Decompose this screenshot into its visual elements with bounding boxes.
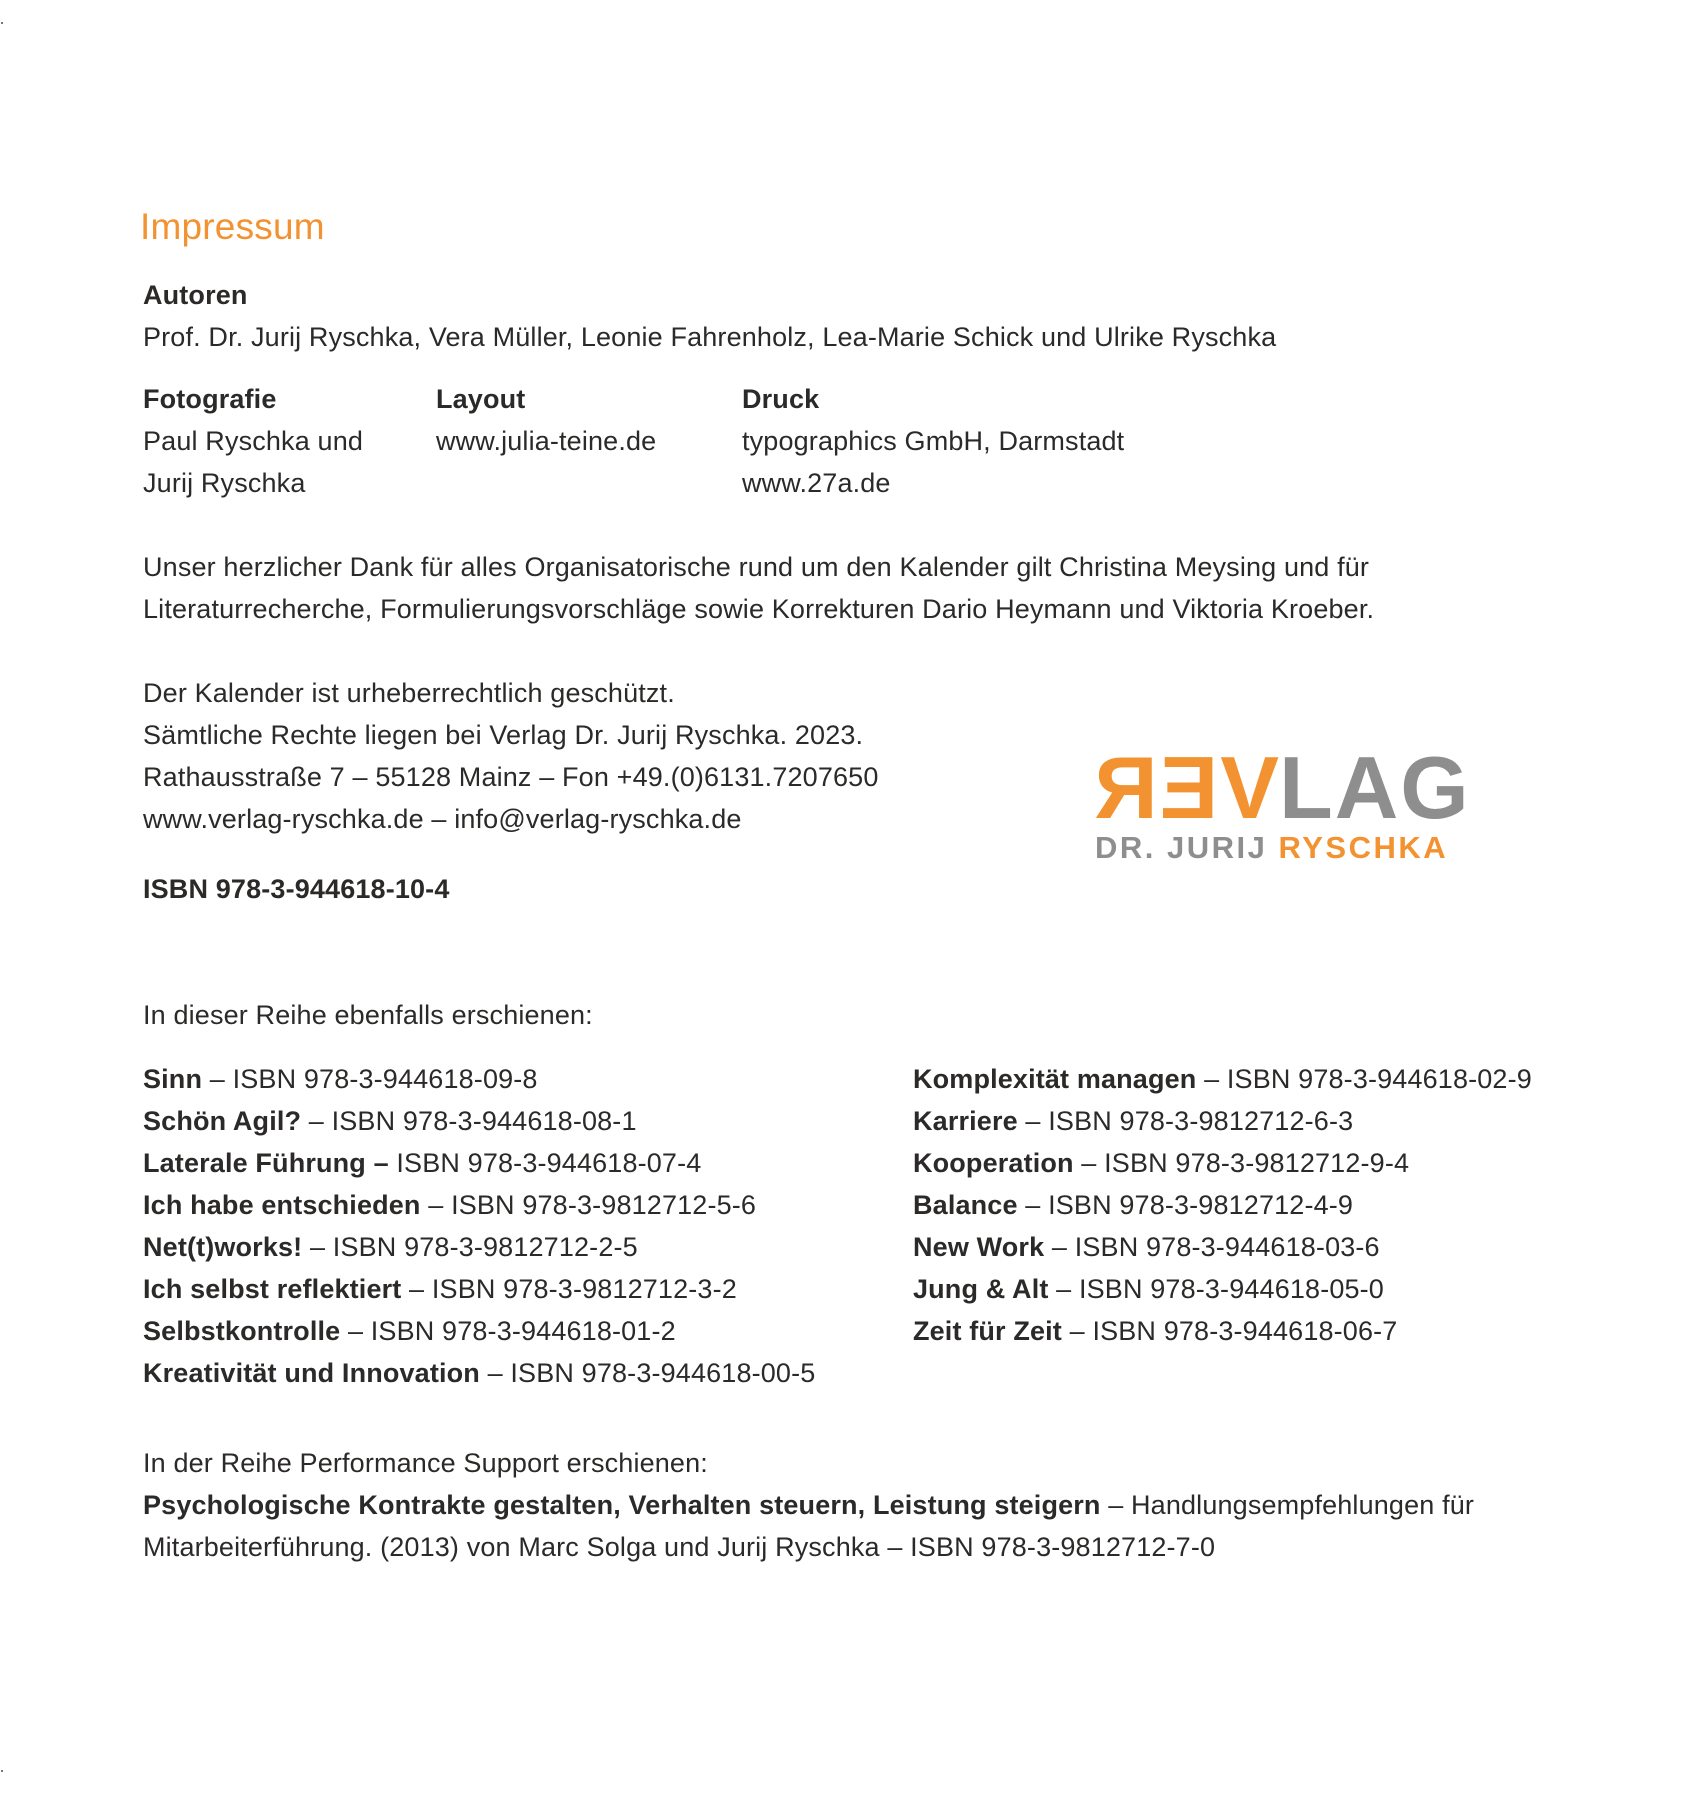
series-separator: – — [1017, 1106, 1049, 1136]
series-separator: – — [202, 1064, 233, 1094]
performance-line — [143, 1484, 1474, 1526]
credit-layout — [436, 378, 656, 462]
performance-line: Mitarbeiterführung. (2013) von Marc Solga und Jurij Ryschka – ISBN 978-3-9812712-7-0 — [143, 1532, 1216, 1562]
logo-wordmark — [1092, 738, 1471, 837]
isbn: ISBN 978-3-944618-10-4 — [143, 874, 450, 904]
series-title: Ich habe entschieden — [143, 1190, 421, 1220]
series-item — [143, 1058, 815, 1100]
series-isbn: ISBN 978-3-944618-01-2 — [370, 1316, 676, 1346]
authors-value: Prof. Dr. Jurij Ryschka, Vera Müller, Leonie Fahrenholz, Lea-Marie Schick und Ulrike Ryschka — [143, 322, 1277, 352]
series-item — [913, 1268, 1532, 1310]
authors-section — [143, 274, 1276, 358]
series-separator: – — [301, 1106, 332, 1136]
performance-title: Psychologische Kontrakte gestalten, Verhalten steuern, Leistung steigern — [143, 1490, 1101, 1520]
credit-link[interactable]: www.julia-teine.de — [436, 426, 657, 456]
series-separator: – — [1017, 1190, 1049, 1220]
series-isbn: ISBN 978-3-944618-08-1 — [331, 1106, 637, 1136]
series-title: Kooperation — [913, 1148, 1074, 1178]
address-line: Rathausstraße 7 – 55128 Mainz – Fon +49.(0)6131.7207650 — [143, 762, 879, 792]
series-list-right — [913, 1058, 1532, 1352]
credit-label: Druck — [742, 384, 820, 414]
thanks-paragraph — [143, 546, 1374, 630]
series-item — [913, 1184, 1532, 1226]
series-item — [143, 1226, 815, 1268]
series-isbn: ISBN 978-3-944618-00-5 — [510, 1358, 816, 1388]
series-item — [143, 1184, 815, 1226]
series-intro: In dieser Reihe ebenfalls erschienen: — [143, 1000, 593, 1030]
credit-photography — [143, 378, 363, 504]
series-isbn: ISBN 978-3-944618-09-8 — [232, 1064, 538, 1094]
logo-sub-orange: RYSCHKA — [1278, 830, 1449, 865]
crop-mark — [1, 22, 3, 24]
series-isbn: ISBN 978-3-9812712-2-5 — [332, 1232, 638, 1262]
series-isbn: ISBN 978-3-9812712-9-4 — [1104, 1148, 1410, 1178]
series-item — [143, 1100, 815, 1142]
credit-line: Jurij Ryschka — [143, 468, 306, 498]
contact-links[interactable]: www.verlag-ryschka.de – info@verlag-ryschka.de — [143, 804, 742, 834]
credit-label: Layout — [436, 384, 526, 414]
series-isbn: ISBN 978-3-944618-02-9 — [1226, 1064, 1532, 1094]
logo-mirrored-word: VER — [1092, 738, 1279, 837]
authors-label: Autoren — [143, 280, 248, 310]
credit-print — [742, 378, 1124, 504]
series-item — [143, 1352, 815, 1394]
publisher-logo — [1092, 738, 1502, 867]
logo-word-rest: LAG — [1278, 738, 1471, 837]
series-item — [913, 1142, 1532, 1184]
series-isbn: ISBN 978-3-9812712-5-6 — [451, 1190, 757, 1220]
series-title: Selbstkontrolle — [143, 1316, 341, 1346]
series-separator: – — [1061, 1316, 1093, 1346]
performance-intro: In der Reihe Performance Support erschienen: — [143, 1448, 708, 1478]
series-title: Net(t)works! — [143, 1232, 303, 1262]
series-title: Balance — [913, 1190, 1018, 1220]
credit-link[interactable]: www.27a.de — [742, 468, 891, 498]
series-title: Laterale Führung – — [143, 1148, 389, 1178]
series-item — [143, 1310, 815, 1352]
series-item — [913, 1100, 1532, 1142]
credit-label: Fotografie — [143, 384, 277, 414]
series-title: Kreativität und Innovation — [143, 1358, 480, 1388]
series-title: New Work — [913, 1232, 1045, 1262]
series-title: Jung & Alt — [913, 1274, 1049, 1304]
series-separator: – — [479, 1358, 511, 1388]
logo-sub-gray: DR. JURIJ — [1095, 830, 1268, 865]
series-item — [913, 1226, 1532, 1268]
series-separator: – — [1073, 1148, 1105, 1178]
series-isbn: ISBN 978-3-944618-03-6 — [1074, 1232, 1380, 1262]
thanks-line: Unser herzlicher Dank für alles Organisatorische rund um den Kalender gilt Christina Meysing und für — [143, 552, 1370, 582]
series-list-left — [143, 1058, 815, 1394]
series-separator: – — [1048, 1274, 1079, 1304]
credit-line: Paul Ryschka und — [143, 426, 364, 456]
series-item — [913, 1310, 1532, 1352]
copyright-line: Der Kalender ist urheberrechtlich geschützt. — [143, 678, 675, 708]
series-title: Schön Agil? — [143, 1106, 302, 1136]
series-item — [143, 1268, 815, 1310]
performance-rest: – Handlungsempfehlungen für — [1100, 1490, 1475, 1520]
series-item — [913, 1058, 1532, 1100]
series-title: Karriere — [913, 1106, 1018, 1136]
series-isbn: ISBN 978-3-944618-05-0 — [1078, 1274, 1384, 1304]
page-title: Impressum — [140, 206, 325, 247]
series-separator: – — [420, 1190, 452, 1220]
series-isbn: ISBN 978-3-9812712-6-3 — [1048, 1106, 1354, 1136]
series-title: Sinn — [143, 1064, 203, 1094]
crop-mark — [1, 1770, 3, 1772]
series-separator: – — [340, 1316, 371, 1346]
series-isbn: ISBN 978-3-944618-06-7 — [1092, 1316, 1398, 1346]
series-title: Ich selbst reflektiert — [143, 1274, 402, 1304]
series-separator: – — [401, 1274, 432, 1304]
performance-section — [143, 1442, 1474, 1568]
series-separator: – — [1196, 1064, 1227, 1094]
copyright-line: Sämtliche Rechte liegen bei Verlag Dr. Jurij Ryschka. 2023. — [143, 720, 864, 750]
series-separator: – — [1044, 1232, 1075, 1262]
series-isbn: ISBN 978-3-9812712-3-2 — [431, 1274, 737, 1304]
series-isbn: ISBN 978-3-9812712-4-9 — [1048, 1190, 1354, 1220]
series-title: Zeit für Zeit — [913, 1316, 1062, 1346]
logo-subline — [1095, 832, 1448, 864]
credit-line: typographics GmbH, Darmstadt — [742, 426, 1125, 456]
thanks-line: Literaturrecherche, Formulierungsvorschläge sowie Korrekturen Dario Heymann und Viktoria Kroeber. — [143, 594, 1375, 624]
series-isbn: ISBN 978-3-944618-07-4 — [396, 1148, 702, 1178]
copyright-block — [143, 672, 879, 840]
series-title: Komplexität managen — [913, 1064, 1197, 1094]
series-item — [143, 1142, 815, 1184]
series-separator: – — [302, 1232, 333, 1262]
